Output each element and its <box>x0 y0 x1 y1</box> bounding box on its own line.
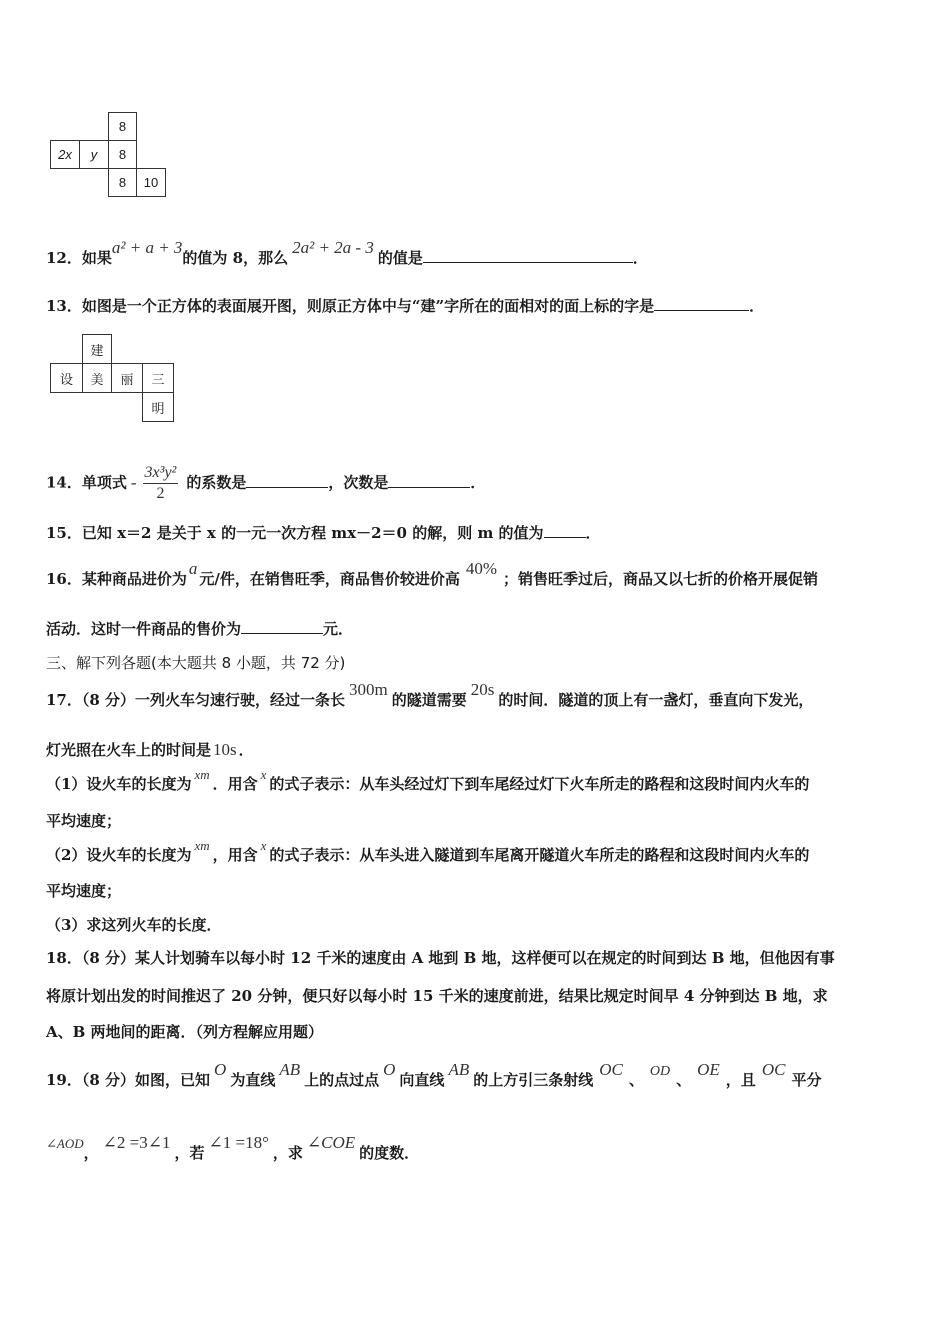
q14-fraction <box>143 463 179 504</box>
net2-label: 丽 <box>120 371 134 387</box>
question-19 <box>46 1060 822 1092</box>
q19-text: 的上方引三条射线 <box>473 1071 594 1089</box>
net1-cell-10 <box>136 168 166 197</box>
q15-text: ． <box>585 524 601 542</box>
q14-denominator: 2 <box>156 485 165 502</box>
net2-label: 美 <box>90 371 104 387</box>
q14-text: ，次数是 <box>328 473 389 492</box>
q17-text: ． <box>238 741 254 759</box>
q12-text: ． <box>632 249 648 267</box>
q17-text: 的隧道需要 <box>391 691 467 709</box>
q12-expr2: 2a² + 2a - 3 <box>292 238 374 257</box>
question-17 <box>46 680 814 710</box>
question-18-line1: 18．（8 分）某人计划骑车以每小时 12 千米的速度由 A 地到 B 地，这样便可以在规定的时间到达 B 地，但他因有事 <box>46 949 835 967</box>
q19-point-o: O <box>383 1060 396 1079</box>
q19-text: ，求 <box>272 1144 303 1162</box>
q17-text: ．用含 <box>212 775 258 793</box>
q17-var: x <box>260 838 267 853</box>
question-12 <box>46 238 648 268</box>
q12-text: 12．如果 <box>46 249 112 267</box>
question-17-part2-line2: 平均速度； <box>46 882 122 900</box>
question-17-part1 <box>46 767 810 795</box>
q19-ray-od: OD <box>649 1064 671 1079</box>
q15-text: 15．已知 x＝2 是关于 x 的一元一次方程 mx－2＝0 的解，则 m 的值为 <box>46 524 544 542</box>
q19-point-o: O <box>214 1060 227 1079</box>
question-16-line2 <box>46 619 353 639</box>
q17-text: （1）设火车的长度为 <box>46 775 192 793</box>
answer-blank[interactable] <box>388 473 470 488</box>
q13-text: 13．如图是一个正方体的表面展开图，则原正方体中与“建”字所在的面相对的面上标的字是 <box>46 297 655 315</box>
net1-cell-y <box>79 140 109 169</box>
net2-cell-4 <box>142 363 174 393</box>
answer-blank[interactable] <box>246 473 328 488</box>
q17-text: 灯光照在火车上的时间是 <box>46 741 212 759</box>
net1-label: 8 <box>118 119 127 134</box>
net1-label: 8 <box>118 147 127 162</box>
question-17-part3: （3）求这列火车的长度． <box>46 916 222 934</box>
section-heading: 三、解下列各题(本大题共 8 小题，共 72 分) <box>46 654 346 672</box>
answer-blank[interactable] <box>241 619 323 634</box>
question-17-part1-line2: 平均速度； <box>46 812 122 830</box>
net1-cell-8b <box>108 168 137 197</box>
q16-text: 元/件，在销售旺季，商品售价较进价高 <box>199 570 460 588</box>
q17-text: 的式子表示：从车头经过灯下到车尾经过灯下火车所走的路程和这段时间内火车的 <box>269 775 810 793</box>
net2-label: 三 <box>151 371 165 387</box>
q17-time: 20s <box>470 680 495 699</box>
q19-text: 向直线 <box>399 1071 445 1089</box>
q17-text: ，用含 <box>212 846 258 864</box>
net1-label: y <box>90 147 98 162</box>
net2-cell-3 <box>111 363 143 393</box>
q19-line-ab: AB <box>448 1060 470 1079</box>
q16-text: 16．某种商品进价为 <box>46 570 187 588</box>
net1-cell-8 <box>108 140 137 169</box>
q17-text: （2）设火车的长度为 <box>46 846 192 864</box>
q16-percent: 40% <box>465 559 498 578</box>
answer-blank[interactable] <box>654 296 749 311</box>
q19-text: 、 <box>628 1071 644 1089</box>
q14-text: 14．单项式 <box>46 473 127 492</box>
q17-text: 的式子表示：从车头进入隧道到车尾离开隧道火车所走的路程和这段时间内火车的 <box>269 846 810 864</box>
question-16 <box>46 559 819 589</box>
net1-cell-top <box>108 112 137 141</box>
q17-text: 17．（8 分）一列火车匀速行驶，经过一条长 <box>46 691 346 709</box>
q17-var: xm <box>194 838 210 853</box>
q16-text: ；销售旺季过后，商品又以七折的价格开展促销 <box>503 570 819 588</box>
question-18-line3: A、B 两地间的距离．（列方程解应用题） <box>46 1023 324 1041</box>
q14-numerator: 3x³y² <box>143 463 179 484</box>
q19-text: 上的点过点 <box>304 1071 380 1089</box>
q17-time2: 10s <box>213 740 237 759</box>
q19-ray-oe: OE <box>697 1060 720 1079</box>
q19-text: 的度数． <box>359 1144 420 1162</box>
q14-text: 的系数是 <box>186 473 247 492</box>
q16-var-a: a <box>188 559 198 578</box>
net2-cell-1 <box>50 363 83 393</box>
q16-text: 活动．这时一件商品的售价为 <box>46 620 242 638</box>
net2-label: 明 <box>151 400 165 416</box>
question-14 <box>46 463 485 504</box>
question-18-line2: 将原计划出发的时间推迟了 20 分钟，便只好以每小时 15 千米的速度前进，结果比规定时间早 4 分钟到达 B 地，求 <box>46 987 828 1005</box>
net1-label: 10 <box>143 175 159 190</box>
q19-text: 19．（8 分）如图，已知 <box>46 1071 211 1089</box>
q17-var: x <box>260 767 267 782</box>
answer-blank[interactable] <box>544 523 586 538</box>
q19-text: 平分 <box>791 1071 822 1089</box>
q13-text: ． <box>749 297 765 315</box>
q19-angle-aod: ∠AOD <box>46 1136 84 1151</box>
q19-ray-oc: OC <box>599 1060 623 1079</box>
q16-text: 元． <box>323 620 354 638</box>
q19-text: 、 <box>676 1071 692 1089</box>
q12-text: 的值为 8，那么 <box>182 249 289 267</box>
net2-cell-top <box>82 334 112 364</box>
q19-angle-relation: ∠2 =3∠1 <box>102 1133 171 1152</box>
answer-blank[interactable] <box>423 248 633 263</box>
q17-text: 的时间．隧道的顶上有一盏灯，垂直向下发光， <box>498 691 814 709</box>
q19-angle-coe: ∠COE <box>306 1133 356 1152</box>
net1-cell-2x <box>50 140 80 169</box>
q19-line-ab: AB <box>279 1060 301 1079</box>
net1-label: 8 <box>118 175 127 190</box>
q12-text: 的值是 <box>377 249 423 267</box>
q14-minus: - <box>130 472 137 492</box>
q12-expr1: a² + a + 3 <box>111 238 183 257</box>
question-19-line2 <box>46 1133 420 1164</box>
question-17-part2 <box>46 838 810 866</box>
q19-text: ， <box>83 1144 99 1162</box>
q14-text: ． <box>470 473 486 492</box>
question-15 <box>46 523 601 543</box>
q19-text: ，若 <box>174 1144 205 1162</box>
net2-cell-bottom <box>142 392 174 422</box>
q17-length: 300m <box>349 680 388 699</box>
question-13 <box>46 296 764 316</box>
net2-label: 设 <box>59 371 73 387</box>
net2-label: 建 <box>90 342 104 358</box>
net1-label: 2x <box>58 147 72 162</box>
q19-angle-1: ∠1 =18° <box>208 1133 269 1152</box>
question-17-line2 <box>46 740 254 760</box>
q19-text: ，且 <box>725 1071 756 1089</box>
net2-cell-2 <box>82 363 112 393</box>
q17-var: xm <box>194 767 210 782</box>
q19-text: 为直线 <box>230 1071 276 1089</box>
q19-ray-oc: OC <box>761 1060 786 1079</box>
